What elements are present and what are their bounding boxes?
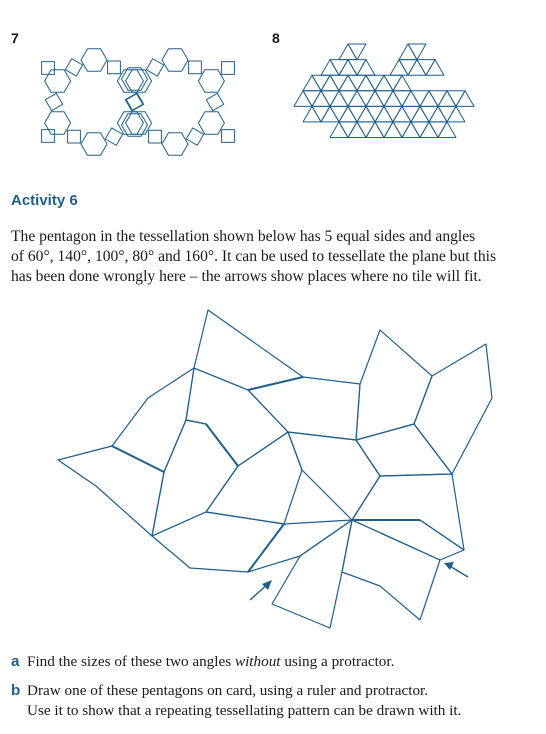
triangle-tile (411, 122, 429, 138)
question-a-emphasis: without (234, 653, 281, 670)
triangle-tile (402, 91, 420, 107)
triangle-tile (411, 106, 429, 122)
square-tile (108, 61, 121, 74)
square-tile (189, 61, 202, 74)
triangle-tile (339, 44, 357, 60)
triangle-tile (384, 122, 402, 138)
triangle-tile (456, 91, 474, 107)
triangle-tile (384, 106, 402, 122)
figure-7-number: 7 (11, 30, 19, 46)
triangle-tile (348, 91, 366, 107)
triangle-tile (393, 122, 411, 138)
triangle-tile (426, 60, 444, 76)
pentagon-tile (342, 520, 440, 620)
question-a (11, 652, 394, 672)
gap-arrow-left (250, 580, 272, 600)
pentagon-tile (206, 432, 302, 524)
triangle-tile (339, 60, 357, 76)
square-tile (42, 130, 55, 143)
triangle-tile (411, 91, 429, 107)
triangle-tile (417, 60, 435, 76)
triangle-tile (429, 106, 447, 122)
triangle-tile (303, 106, 321, 122)
triangle-tile (375, 91, 393, 107)
triangle-tile (366, 75, 384, 91)
question-b-line-1: Draw one of these pentagons on card, using a ruler and protractor. (27, 682, 429, 699)
square-tile (149, 130, 162, 143)
triangle-tile (438, 106, 456, 122)
highlighted-edge (248, 524, 284, 572)
triangle-tile (321, 106, 339, 122)
triangle-tile (312, 75, 330, 91)
question-b-letter: b (11, 682, 21, 699)
triangle-tile (393, 91, 411, 107)
pentagon-tile (186, 368, 288, 466)
triangle-tile (420, 122, 438, 138)
square-tile (186, 128, 203, 145)
triangle-tile (357, 60, 375, 76)
square-tile (222, 130, 235, 143)
triangle-tile (330, 122, 348, 138)
square-tile (222, 62, 235, 75)
figure-7-octagon-ring-tessellation (42, 49, 235, 156)
highlighted-edge (248, 377, 303, 390)
triangle-tile (366, 91, 384, 107)
triangle-tile (399, 60, 417, 76)
pentagon-tessellation-figure (58, 310, 492, 628)
hexagon-tile (122, 68, 148, 91)
pentagon-tile (414, 344, 492, 474)
hexagon-tile (162, 133, 188, 156)
pentagon-tile (272, 520, 352, 628)
triangle-tile (330, 75, 348, 91)
pentagon-tile (356, 424, 452, 476)
triangle-tile (294, 91, 312, 107)
triangle-tile (330, 60, 348, 76)
triangle-tile (420, 106, 438, 122)
square-tile (206, 93, 223, 110)
hexagon-tile (198, 112, 224, 135)
triangle-tile (447, 106, 465, 122)
triangle-tile (357, 122, 375, 138)
triangle-tile (366, 122, 384, 138)
hexagon-tile (122, 114, 148, 137)
triangle-tile (348, 106, 366, 122)
triangle-tile (447, 91, 465, 107)
square-tile (105, 128, 122, 145)
square-tile (68, 130, 81, 143)
triangle-tile (399, 44, 417, 60)
triangle-tile (408, 44, 426, 60)
triangle-tile (339, 106, 357, 122)
highlighted-edge (206, 424, 238, 466)
square-tile (42, 62, 55, 75)
triangle-tile (339, 75, 357, 91)
hexagon-tile (45, 70, 71, 93)
question-b (11, 681, 461, 721)
gap-arrow-right (444, 562, 468, 577)
question-a-text-start: Find the sizes of these two angles (27, 653, 235, 670)
triangle-tile (393, 106, 411, 122)
paragraph-line: of 60°, 140°, 100°, 80° and 160°. It can be used to tessellate the plane but this (11, 248, 497, 265)
pentagon-tile (352, 520, 464, 560)
hexagon-tile (81, 49, 107, 72)
square-tile (146, 59, 163, 76)
triangle-tile (312, 91, 330, 107)
paragraph-line: The pentagon in the tessellation shown below has 5 equal sides and angles (11, 228, 476, 245)
triangle-tile (429, 122, 447, 138)
hexagon-tile (45, 112, 71, 135)
paragraph-line: has been done wrongly here – the arrows show places where no tile will fit. (11, 268, 482, 285)
pentagon-tile (152, 512, 284, 572)
triangle-tile (357, 75, 375, 91)
triangle-tile (330, 91, 348, 107)
pentagon-tile (152, 420, 238, 536)
square-tile (65, 59, 82, 76)
triangle-tile (429, 91, 447, 107)
triangle-tile (408, 60, 426, 76)
triangle-tile (312, 106, 330, 122)
question-a-letter: a (11, 653, 20, 670)
activity-heading: Activity 6 (11, 192, 78, 209)
highlighted-edge (112, 446, 164, 472)
pentagon-tile (288, 432, 380, 520)
hexagon-tile (162, 49, 188, 72)
triangle-tile (348, 60, 366, 76)
question-a-text-end: using a protractor. (280, 653, 395, 670)
pentagon-tile (58, 446, 164, 536)
hexagon-tile (81, 133, 107, 156)
triangle-tile (339, 91, 357, 107)
figure-8-number: 8 (272, 30, 280, 46)
hexagon-tile (198, 70, 224, 93)
triangle-tile (321, 75, 339, 91)
triangle-tile (330, 106, 348, 122)
triangle-tile (390, 60, 408, 76)
question-b-line-2: Use it to show that a repeating tessellating pattern can be drawn with it. (27, 702, 462, 719)
triangle-tile (339, 122, 357, 138)
pentagon-tile (112, 368, 194, 472)
triangle-tile (303, 75, 321, 91)
triangle-tile (303, 91, 321, 107)
triangle-tile (357, 106, 375, 122)
triangle-tile (402, 122, 420, 138)
square-tile (45, 93, 62, 110)
triangle-tile (375, 106, 393, 122)
activity-paragraph (11, 227, 536, 287)
triangle-tile (402, 106, 420, 122)
triangle-tile (384, 75, 402, 91)
triangle-tile (348, 44, 366, 60)
triangle-tile (393, 75, 411, 91)
triangle-tile (375, 122, 393, 138)
triangle-tile (438, 122, 456, 138)
triangle-tile (348, 122, 366, 138)
triangle-tile (384, 91, 402, 107)
pentagon-tile (194, 310, 303, 390)
pentagon-tile (356, 330, 432, 440)
triangle-tile (366, 106, 384, 122)
triangle-tile (420, 91, 438, 107)
triangle-tile (357, 91, 375, 107)
triangle-tile (348, 75, 366, 91)
triangle-tile (438, 91, 456, 107)
triangle-tile (321, 60, 339, 76)
pentagon-tile (248, 520, 352, 572)
figure-8-triangle-tessellation (294, 44, 474, 138)
triangle-tile (375, 75, 393, 91)
triangle-tile (321, 91, 339, 107)
